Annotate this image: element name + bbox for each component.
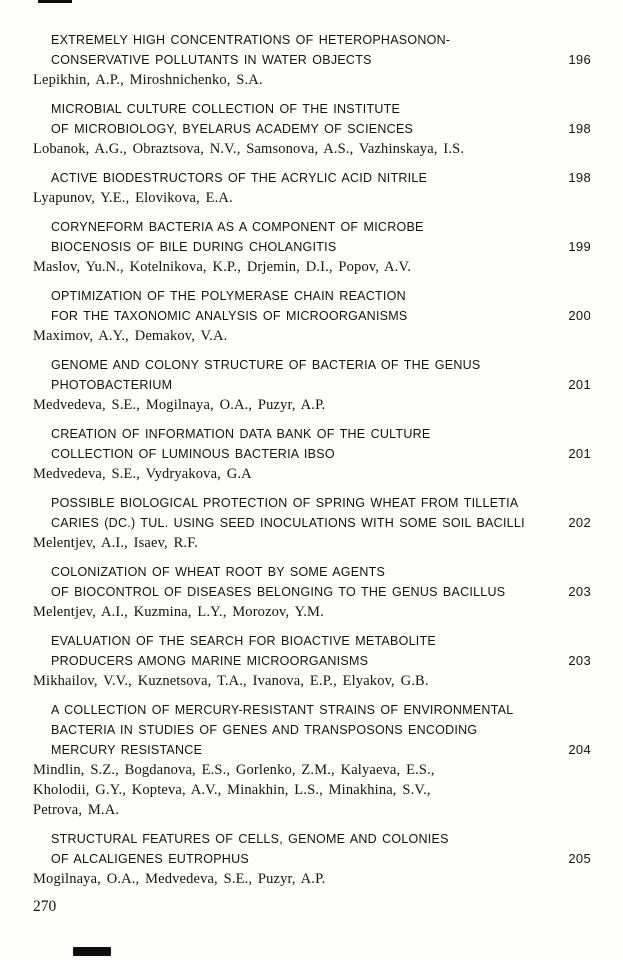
toc-entry xyxy=(33,286,591,346)
entry-title-line: MICROBIAL CULTURE COLLECTION OF THE INSTITUTE xyxy=(51,102,401,116)
entry-page-number: 200 xyxy=(568,308,591,323)
entry-title-line: PHOTOBACTERIUM xyxy=(51,378,173,392)
entry-authors-line: Lyapunov, Y.E., Elovikova, E.A. xyxy=(33,190,233,206)
entry-authors xyxy=(33,70,591,90)
entry-authors-line: Petrova, M.A. xyxy=(33,802,120,818)
entry-page-number: 201 xyxy=(568,446,591,461)
entry-title-last-line xyxy=(51,740,591,760)
entry-authors xyxy=(33,869,591,889)
entry-title-last-line xyxy=(51,375,591,395)
folio-page-number: 270 xyxy=(33,898,57,915)
entry-title xyxy=(33,99,591,139)
entry-title-line: EVALUATION OF THE SEARCH FOR BIOACTIVE METABOLITE xyxy=(51,634,436,648)
entry-title-last-line xyxy=(51,444,591,464)
toc-entry xyxy=(33,562,591,622)
entry-authors xyxy=(33,464,591,484)
entry-title-line: BIOCENOSIS OF BILE DURING CHOLANGITIS xyxy=(51,240,337,254)
entry-authors-line: Medvedeva, S.E., Mogilnaya, O.A., Puzyr, A.P. xyxy=(33,397,326,413)
entry-title xyxy=(33,700,591,760)
entry-title-last-line xyxy=(51,50,591,70)
entry-title-line: FOR THE TAXONOMIC ANALYSIS OF MICROORGANISMS xyxy=(51,309,408,323)
scan-artifact-bottom xyxy=(73,947,111,956)
entry-title-last-line xyxy=(51,119,591,139)
entry-title-line: A COLLECTION OF MERCURY-RESISTANT STRAINS OF ENVIRONMENTAL xyxy=(51,703,514,717)
entry-authors xyxy=(33,760,591,820)
entry-authors xyxy=(33,395,591,415)
entry-page-number: 201 xyxy=(568,377,591,392)
entry-title-line: OF BIOCONTROL OF DISEASES BELONGING TO THE GENUS BACILLUS xyxy=(51,585,506,599)
entry-authors-line: Mikhailov, V.V., Kuznetsova, T.A., Ivanova, E.P., Elyakov, G.B. xyxy=(33,673,429,689)
entry-authors-line: Lobanok, A.G., Obraztsova, N.V., Samsonova, A.S., Vazhinskaya, I.S. xyxy=(33,141,465,157)
entry-title-last-line xyxy=(51,849,591,869)
entry-page-number: 199 xyxy=(568,239,591,254)
entry-title-line: CORYNEFORM BACTERIA AS A COMPONENT OF MICROBE xyxy=(51,220,424,234)
toc-entry xyxy=(33,355,591,415)
toc-entry xyxy=(33,700,591,820)
scan-artifact-top xyxy=(38,0,72,3)
entry-authors-line: Kholodii, G.Y., Kopteva, A.V., Minakhin, L.S., Minakhina, S.V., xyxy=(33,782,431,798)
entry-authors-line: Maslov, Yu.N., Kotelnikova, K.P., Drjemin, D.I., Popov, A.V. xyxy=(33,259,411,275)
toc-entry xyxy=(33,493,591,553)
toc-entry xyxy=(33,424,591,484)
toc-entry xyxy=(33,631,591,691)
entry-page-number: 203 xyxy=(568,584,591,599)
entry-title-line: OPTIMIZATION OF THE POLYMERASE CHAIN REACTION xyxy=(51,289,406,303)
entry-authors xyxy=(33,671,591,691)
entry-page-number: 205 xyxy=(568,851,591,866)
toc-entry xyxy=(33,99,591,159)
entry-title-last-line xyxy=(51,651,591,671)
entry-page-number: 202 xyxy=(568,515,591,530)
entry-title-line: BACTERIA IN STUDIES OF GENES AND TRANSPOSONS ENCODING xyxy=(51,723,478,737)
entry-title-line: GENOME AND COLONY STRUCTURE OF BACTERIA OF THE GENUS xyxy=(51,358,481,372)
entry-title xyxy=(33,424,591,464)
entry-authors-line: Melentjev, A.I., Isaev, R.F. xyxy=(33,535,199,551)
entry-authors-line: Melentjev, A.I., Kuzmina, L.Y., Morozov, Y.M. xyxy=(33,604,324,620)
toc-entry xyxy=(33,30,591,90)
toc-entry xyxy=(33,168,591,208)
entry-title-last-line xyxy=(51,306,591,326)
entry-title-last-line xyxy=(51,237,591,257)
entry-authors-line: Lepikhin, A.P., Miroshnichenko, S.A. xyxy=(33,72,263,88)
entry-authors-line: Mogilnaya, O.A., Medvedeva, S.E., Puzyr, A.P. xyxy=(33,871,326,887)
entry-title-line: CARIES (DC.) TUL. USING SEED INOCULATIONS WITH SOME SOIL BACILLI xyxy=(51,516,525,530)
entry-title-line: PRODUCERS AMONG MARINE MICROORGANISMS xyxy=(51,654,369,668)
entry-title xyxy=(33,631,591,671)
entry-title-line: MERCURY RESISTANCE xyxy=(51,743,203,757)
entry-authors xyxy=(33,139,591,159)
entry-title xyxy=(33,355,591,395)
entry-title-line: CONSERVATIVE POLLUTANTS IN WATER OBJECTS xyxy=(51,53,372,67)
entry-title-line: POSSIBLE BIOLOGICAL PROTECTION OF SPRING WHEAT FROM TILLETIA xyxy=(51,496,519,510)
entry-title-line: CREATION OF INFORMATION DATA BANK OF THE CULTURE xyxy=(51,427,431,441)
entry-page-number: 196 xyxy=(568,52,591,67)
entry-title-last-line xyxy=(51,582,591,602)
entry-title-line: COLLECTION OF LUMINOUS BACTERIA IBSO xyxy=(51,447,335,461)
entry-page-number: 198 xyxy=(568,121,591,136)
entry-authors-line: Maximov, A.Y., Demakov, V.A. xyxy=(33,328,228,344)
entry-title-line: COLONIZATION OF WHEAT ROOT BY SOME AGENTS xyxy=(51,565,386,579)
entry-title-line: OF ALCALIGENES EUTROPHUS xyxy=(51,852,249,866)
entry-title-line: STRUCTURAL FEATURES OF CELLS, GENOME AND COLONIES xyxy=(51,832,449,846)
entry-authors-line: Mindlin, S.Z., Bogdanova, E.S., Gorlenko, Z.M., Kalyaeva, E.S., xyxy=(33,762,435,778)
entry-title xyxy=(33,30,591,70)
entry-authors xyxy=(33,257,591,277)
entry-title-last-line xyxy=(51,513,591,533)
entry-title xyxy=(33,168,591,188)
entry-title xyxy=(33,493,591,533)
toc-entry xyxy=(33,829,591,889)
entry-authors-line: Medvedeva, S.E., Vydryakova, G.A xyxy=(33,466,252,482)
entry-title xyxy=(33,286,591,326)
entry-title-line: ACTIVE BIODESTRUCTORS OF THE ACRYLIC ACID NITRILE xyxy=(51,171,428,185)
entry-title xyxy=(33,829,591,869)
entry-page-number: 204 xyxy=(568,742,591,757)
toc-entry xyxy=(33,217,591,277)
entry-title-line: OF MICROBIOLOGY, BYELARUS ACADEMY OF SCIENCES xyxy=(51,122,414,136)
entry-authors xyxy=(33,602,591,622)
entry-title xyxy=(33,562,591,602)
entry-authors xyxy=(33,188,591,208)
entry-authors xyxy=(33,533,591,553)
entry-page-number: 198 xyxy=(568,170,591,185)
entry-title xyxy=(33,217,591,257)
entry-page-number: 203 xyxy=(568,653,591,668)
entry-title-last-line xyxy=(51,168,591,188)
entry-authors xyxy=(33,326,591,346)
entry-title-line: EXTREMELY HIGH CONCENTRATIONS OF HETEROPHASONON- xyxy=(51,33,451,47)
